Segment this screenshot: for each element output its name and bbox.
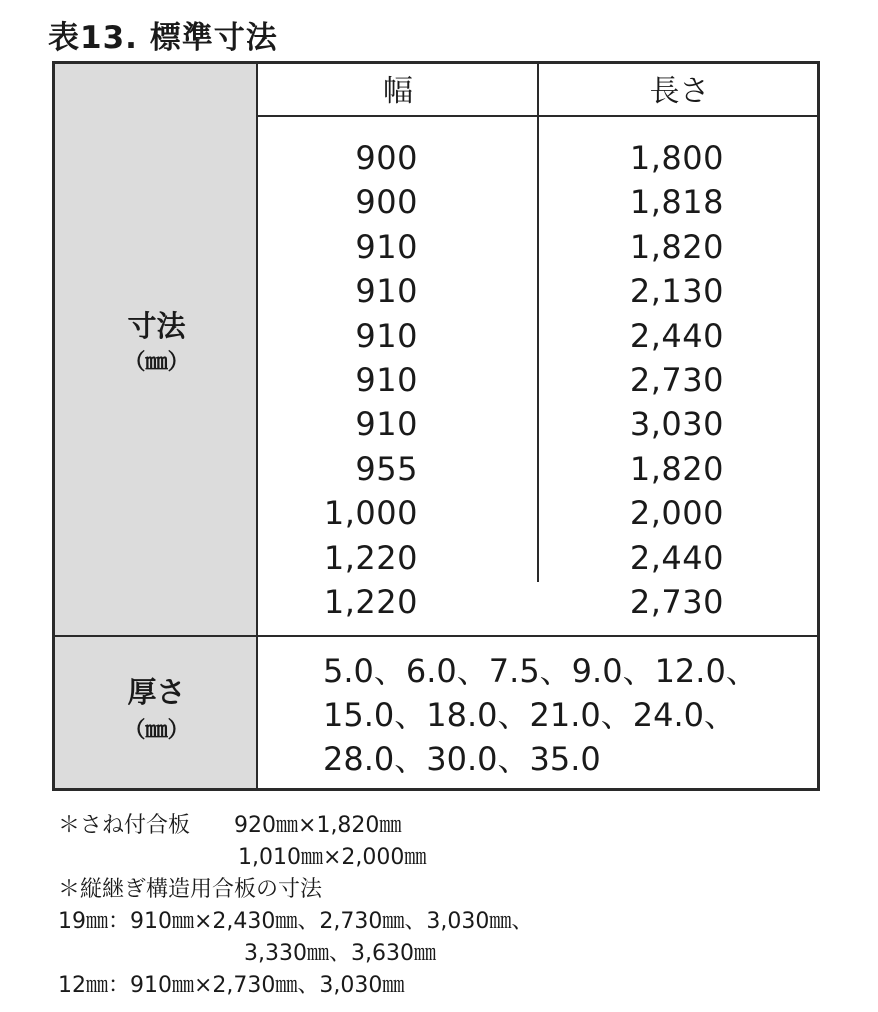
note-12mm-sizes: 12㎜：910㎜×2,730㎜、3,030㎜ <box>58 973 405 998</box>
note-finger-joint-heading: ＊縦継ぎ構造用合板の寸法 <box>58 877 323 902</box>
length-value: 2,440 <box>629 538 724 577</box>
length-value: 2,130 <box>629 272 724 311</box>
width-value: 900 <box>355 183 418 222</box>
length-value: 1,818 <box>629 183 724 222</box>
length-value: 2,730 <box>629 583 724 622</box>
thickness-unit: （㎜） <box>123 718 190 743</box>
section-divider <box>55 635 817 637</box>
length-value: 1,820 <box>629 449 724 488</box>
header-width: 幅 <box>383 74 413 109</box>
note-19mm-sizes: 19㎜：910㎜×2,430㎜、2,730㎜、3,030㎜、 <box>58 909 534 934</box>
width-value: 1,220 <box>323 538 418 577</box>
thickness-line: 28.0、30.0、35.0 <box>323 740 601 778</box>
dimension-unit: （㎜） <box>123 350 190 375</box>
note-tongue-groove-label: ＊さね付合板 <box>58 813 191 838</box>
table-title: 表13. 標準寸法 <box>48 20 278 56</box>
note-tongue-groove-size: 920㎜×1,820㎜ <box>234 813 402 838</box>
footnotes <box>58 810 533 1002</box>
thickness-line: 15.0、18.0、21.0、24.0、 <box>323 696 737 734</box>
length-value: 3,030 <box>629 405 724 444</box>
length-value: 2,000 <box>629 494 724 533</box>
note-tongue-groove <box>58 810 533 842</box>
width-value: 910 <box>355 361 418 400</box>
width-value: 1,000 <box>323 494 418 533</box>
note-19mm-sizes-cont: 3,330㎜、3,630㎜ <box>244 941 436 966</box>
header-length: 長さ <box>649 74 710 109</box>
length-value: 2,440 <box>629 316 724 355</box>
width-value: 1,220 <box>323 583 418 622</box>
length-value: 2,730 <box>629 361 724 400</box>
thickness-line: 5.0、6.0、7.5、9.0、12.0、 <box>323 652 758 690</box>
thickness-values <box>323 649 758 781</box>
length-values <box>539 136 724 624</box>
width-value: 910 <box>355 272 418 311</box>
width-value: 955 <box>355 449 418 488</box>
dimension-label: 寸法 <box>127 309 186 343</box>
width-value: 910 <box>355 316 418 355</box>
width-value: 910 <box>355 227 418 266</box>
thickness-label: 厚さ <box>127 675 186 709</box>
length-value: 1,800 <box>629 139 724 177</box>
note-tongue-groove-size-2: 1,010㎜×2,000㎜ <box>238 845 427 870</box>
length-value: 1,820 <box>629 227 724 266</box>
width-values <box>258 136 418 624</box>
width-value: 900 <box>355 139 418 177</box>
width-value: 910 <box>355 405 418 444</box>
standard-dimensions-table <box>52 61 820 791</box>
